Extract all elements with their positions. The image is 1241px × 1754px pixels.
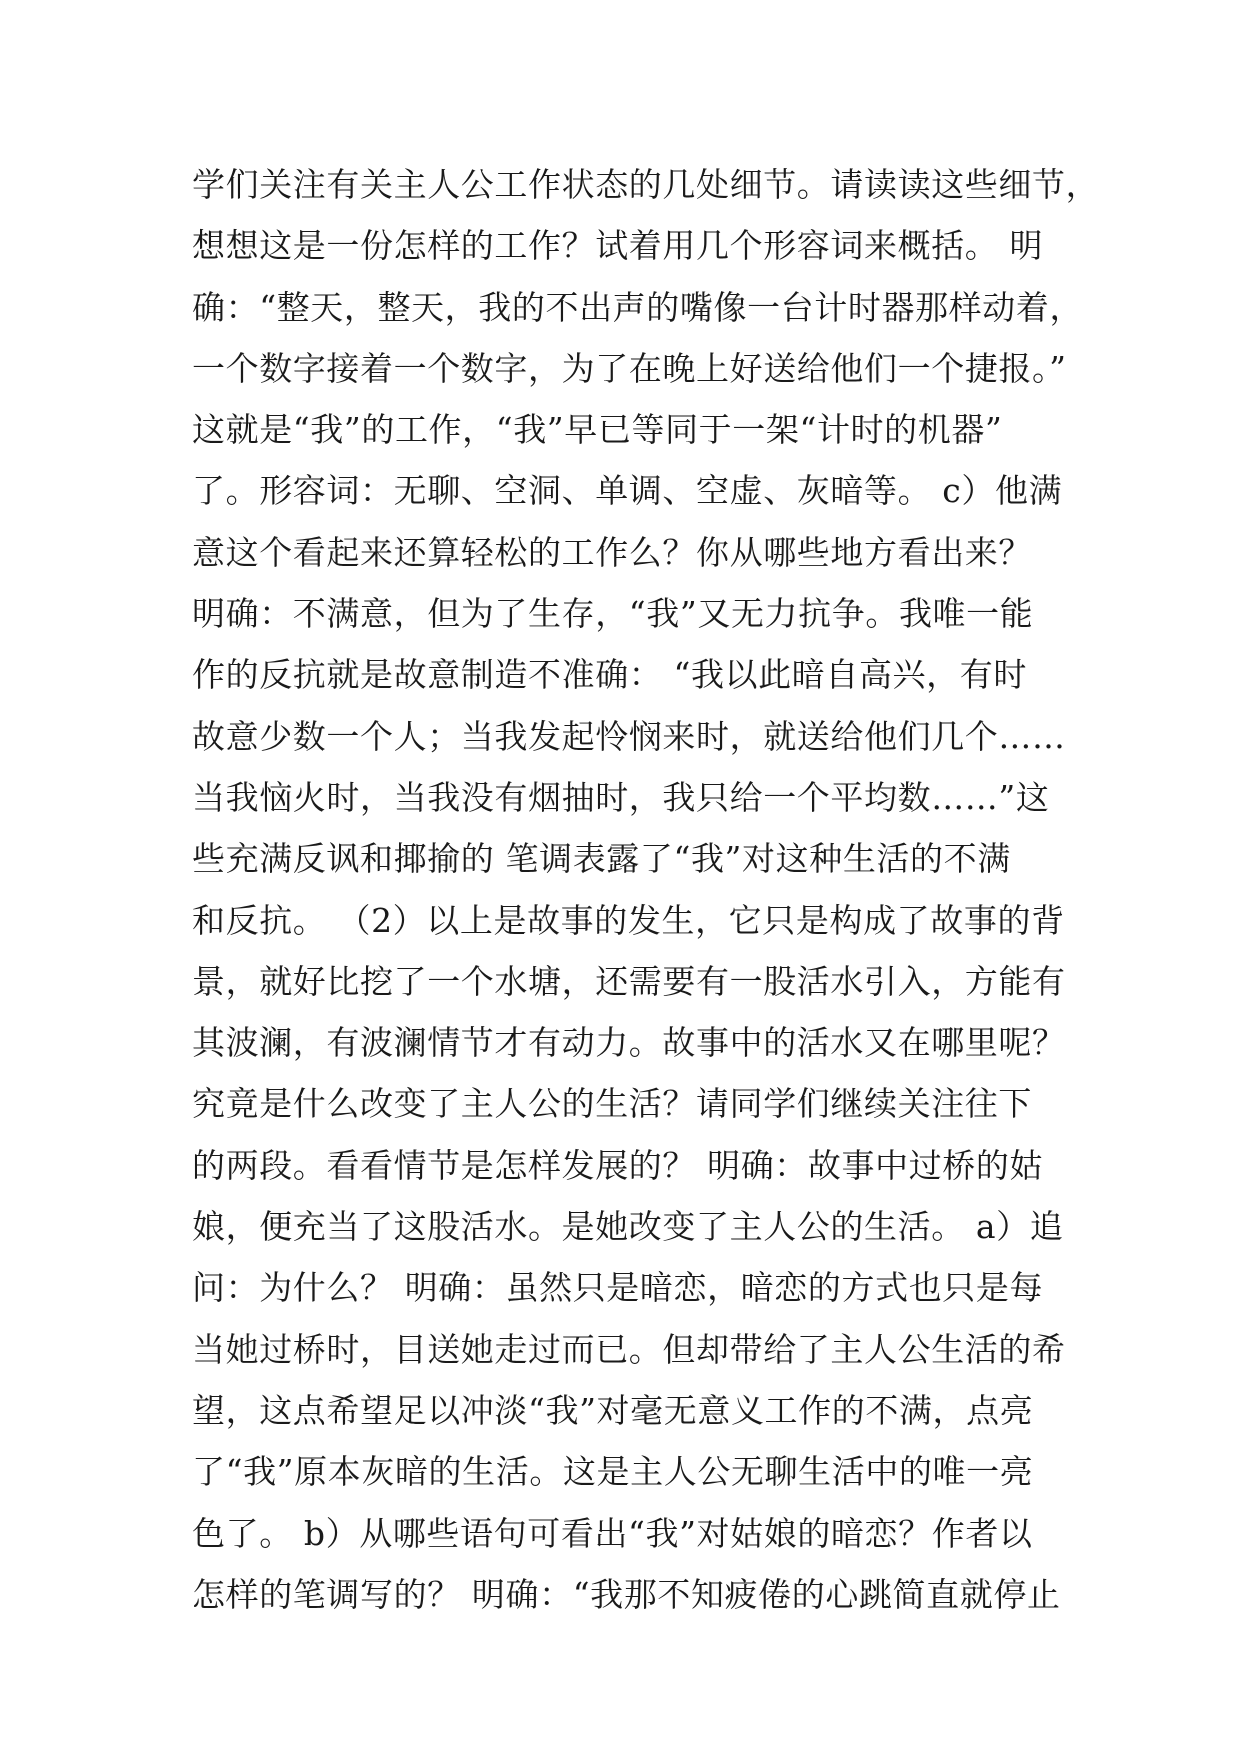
text-line: 些充满反讽和揶揄的 笔调表露了“我”对这种生活的不满 [192, 839, 1011, 879]
text-line: 问：为什么？ 明确：虽然只是暗恋，暗恋的方式也只是每 [192, 1268, 1044, 1308]
text-line: 学们关注有关主人公工作状态的几处细节。请读读这些细节， [192, 165, 1100, 204]
text-line: 怎样的笔调写的？ 明确：“我那不知疲倦的心跳简直就停止 [192, 1574, 1061, 1614]
text-line: 的两段。看看情节是怎样发展的？ 明确：故事中过桥的姑 [192, 1145, 1044, 1185]
text-line: 明确：不满意，但为了生存，“我”又无力抗争。我唯一能 [192, 594, 1034, 634]
text-line: 当她过桥时，目送她走过而已。但却带给了主人公生活的希 [192, 1329, 1066, 1369]
text-line: 一个数字接着一个数字，为了在晚上好送给他们一个捷报。” [192, 348, 1067, 388]
text-line: 究竟是什么改变了主人公的生活？请同学们继续关注往下 [192, 1084, 1032, 1124]
text-line: 故意少数一个人；当我发起怜悯来时，就送给他们几个…… [192, 716, 1066, 756]
text-line: 景，就好比挖了一个水塘，还需要有一股活水引入，方能有 [192, 961, 1066, 1001]
text-line: 当我恼火时，当我没有烟抽时，我只给一个平均数……”这 [192, 777, 1050, 817]
text-line: 作的反抗就是故意制造不准确： “我以此暗自高兴，有时 [192, 655, 1027, 695]
text-line: 娘，便充当了这股活水。是她改变了主人公的生活。 a）追 [192, 1207, 1064, 1247]
text-line: 色了。 b）从哪些语句可看出“我”对姑娘的暗恋？作者以 [192, 1513, 1033, 1553]
text-line: 望，这点希望足以冲淡“我”对毫无意义工作的不满，点亮 [192, 1390, 1034, 1430]
text-line: 其波澜，有波澜情节才有动力。故事中的活水又在哪里呢？ [192, 1023, 1066, 1063]
text-line: 想想这是一份怎样的工作？试着用几个形容词来概括。 明 [192, 226, 1044, 266]
text-line: 了。形容词：无聊、空洞、单调、空虚、灰暗等。 c）他满 [192, 471, 1063, 511]
text-line: 意这个看起来还算轻松的工作么？你从哪些地方看出来？ [192, 532, 1032, 572]
text-line: 了“我”原本灰暗的生活。这是主人公无聊生活中的唯一亮 [192, 1452, 1034, 1492]
text-line: 和反抗。 （2）以上是故事的发生，它只是构成了故事的背 [192, 900, 1065, 940]
text-line: 这就是“我”的工作，“我”早已等同于一架“计时的机器” [192, 410, 1003, 450]
text-line: 确：“整天，整天，我的不出声的嘴像一台计时器那样动着， [192, 287, 1084, 327]
body-text [192, 164, 1100, 1635]
